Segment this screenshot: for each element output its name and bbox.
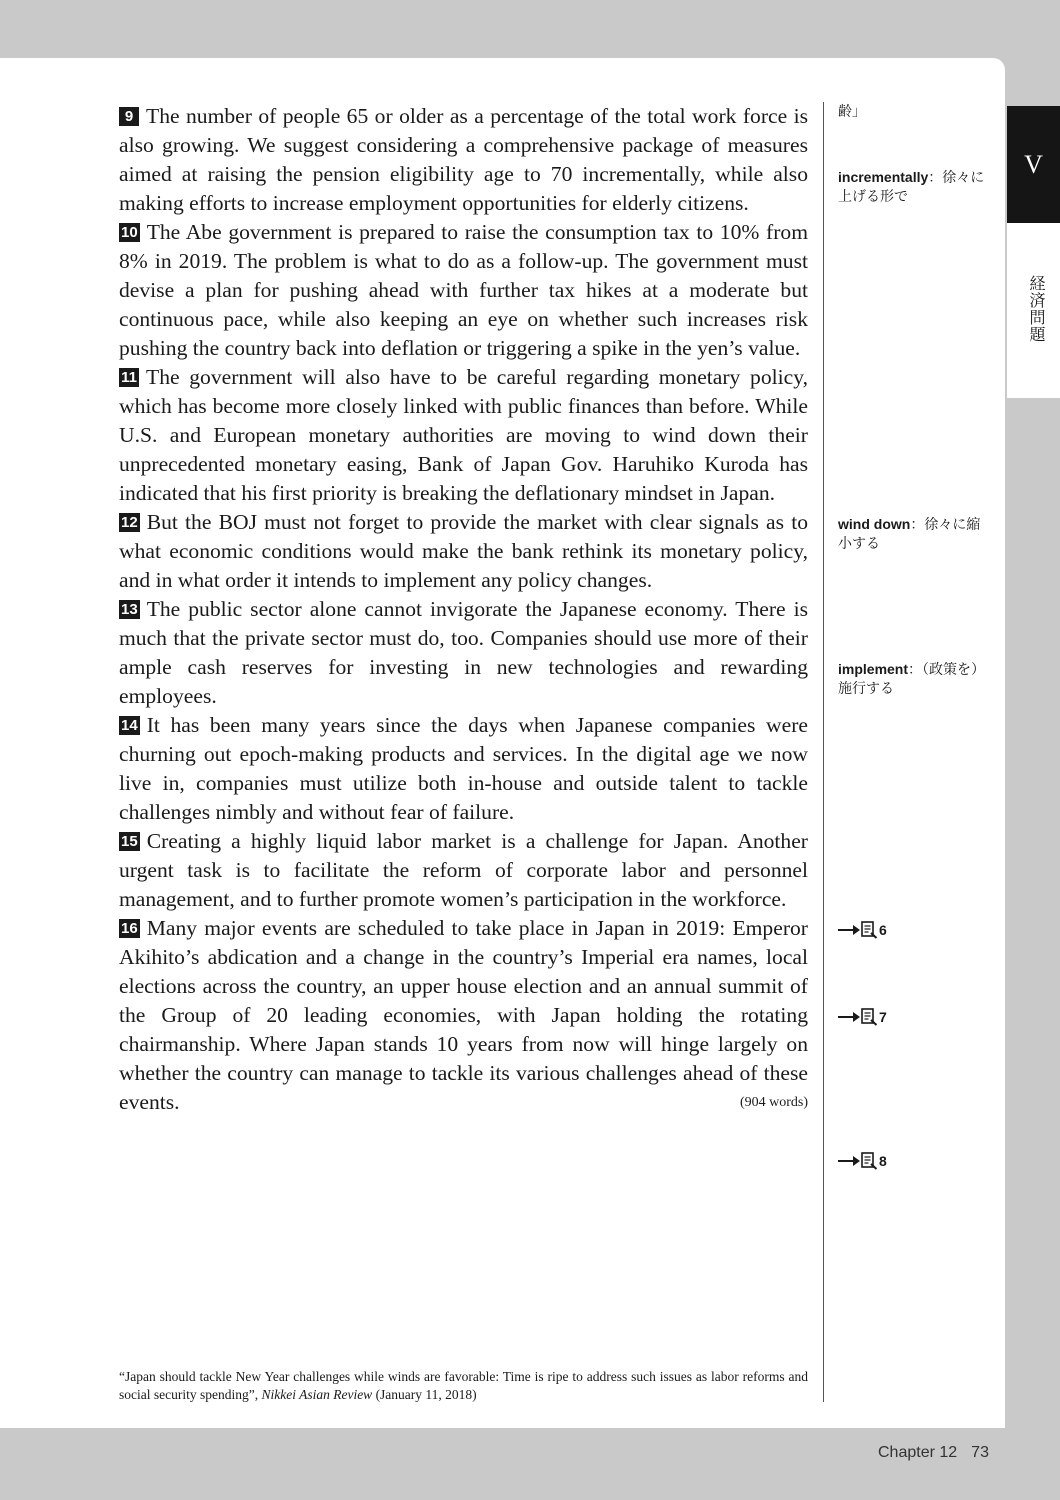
paragraph-text: Many major events are scheduled to take place in Japan in 2019: Emperor Akihito’s abdication and a change in the country’s Imperial era names, local elections across the country, an upper house election and an annual summit of the Group of 20 leading economies, with Japan holding the rotating chairmanship. Where Japan stands 10 years from now will hinge largely on whether the country can manage to tackle its various challenges ahead of these events. — [119, 916, 808, 1114]
margin-divider — [823, 102, 824, 1402]
chapter-label: Chapter 12 — [878, 1444, 958, 1461]
paragraph-text: But the BOJ must not forget to provide the market with clear signals as to what economic conditions would make the bank rethink its monetary policy, and in what order it intends to implement any policy changes. — [119, 510, 808, 592]
source-date: (January 11, 2018) — [372, 1387, 477, 1402]
page-number: 73 — [971, 1444, 989, 1461]
gloss-meaning: ：徐々に上げる形で — [838, 169, 985, 204]
gloss-incrementally — [838, 168, 988, 206]
gloss-term: incrementally — [838, 169, 929, 185]
gloss-text: 齢」 — [838, 103, 866, 119]
gloss-continuation — [838, 102, 988, 121]
paragraph-number: 11 — [119, 368, 139, 387]
section-tab-topic[interactable] — [1007, 223, 1060, 398]
question-number: 6 — [879, 922, 887, 938]
page-footer — [878, 1444, 989, 1462]
paragraph-9 — [119, 102, 808, 218]
paragraph-number: 16 — [121, 920, 138, 937]
question-doc-icon — [861, 1152, 878, 1170]
section-topic-label: 経済問題 — [1027, 275, 1046, 343]
question-number: 8 — [879, 1153, 887, 1169]
paragraph-number: 9 — [119, 107, 139, 126]
paragraph-number: 10 — [121, 224, 138, 241]
question-doc-icon — [861, 921, 878, 939]
word-count: (904 words) — [739, 1095, 808, 1110]
paragraph-15 — [119, 827, 808, 914]
arrow-right-icon — [838, 1011, 860, 1023]
question-doc-icon — [861, 1008, 878, 1026]
gloss-implement — [838, 660, 988, 698]
paragraph-text: It has been many years since the days when Japanese companies were churning out epoch-making products and services. In the digital age we now live in, companies must utilize both in-house and outside talent to tackle challenges nimbly and without fear of failure. — [119, 713, 808, 824]
question-ref-8[interactable] — [838, 1152, 887, 1170]
gloss-meaning: ：徐々に縮小する — [838, 516, 981, 551]
section-roman-numeral: V — [1024, 149, 1043, 179]
source-quote: “Japan should tackle New Year challenges while winds are favorable: Time is ripe to address such issues as labor reforms and social security spending”, — [119, 1369, 808, 1402]
paragraph-number: 14 — [121, 717, 138, 734]
arrow-right-icon — [838, 1155, 860, 1167]
question-ref-6[interactable] — [838, 921, 887, 939]
source-citation — [119, 1368, 808, 1404]
gloss-wind-down — [838, 515, 988, 553]
arrow-right-icon — [838, 924, 860, 936]
gloss-term: implement — [838, 661, 909, 677]
paragraph-12 — [119, 508, 808, 595]
gloss-meaning: ：（政策を）施行する — [838, 661, 986, 696]
gloss-term: wind down — [838, 516, 911, 532]
paragraph-13 — [119, 595, 808, 711]
paragraph-text: The public sector alone cannot invigorate the Japanese economy. There is much that the private sector must do, too. Companies should use more of their ample cash reserves for investing in new technologies and rewarding employees. — [119, 597, 808, 708]
paragraph-text: The Abe government is prepared to raise the consumption tax to 10% from 8% in 2019. The problem is what to do as a follow-up. The government must devise a plan for pushing ahead with further tax hikes at a moderate but continuous pace, while also keeping an eye on whether such increases risk pushing the country back into deflation or triggering a spike in the yen’s value. — [119, 220, 808, 360]
question-number: 7 — [879, 1009, 887, 1025]
paragraph-11 — [119, 363, 808, 508]
article-body — [119, 102, 808, 1117]
paragraph-text: The government will also have to be careful regarding monetary policy, which has become more closely linked with public finances than before. While U.S. and European monetary authorities are moving to wind down their unprecedented monetary easing, Bank of Japan Gov. Haruhiko Kuroda has indicated that his first priority is breaking the deflationary mindset in Japan. — [119, 365, 808, 505]
paragraph-16 — [119, 914, 808, 1117]
source-publication: Nikkei Asian Review — [261, 1387, 373, 1402]
section-tab-roman[interactable] — [1007, 106, 1060, 223]
paragraph-text: Creating a highly liquid labor market is a challenge for Japan. Another urgent task is to facilitate the reform of corporate labor and personnel management, and to further promote women’s participation in the workforce. — [119, 829, 808, 911]
paragraph-10 — [119, 218, 808, 363]
paragraph-text: The number of people 65 or older as a percentage of the total work force is also growing. We suggest considering a comprehensive package of measures aimed at raising the pension eligibility age to 70 incrementally, while also making efforts to increase employment opportunities for elderly citizens. — [119, 104, 808, 215]
page-sheet — [0, 58, 1005, 1428]
paragraph-number: 15 — [121, 833, 138, 850]
paragraph-number: 12 — [121, 514, 138, 531]
question-ref-7[interactable] — [838, 1008, 887, 1026]
paragraph-number: 13 — [121, 601, 138, 618]
paragraph-14 — [119, 711, 808, 827]
